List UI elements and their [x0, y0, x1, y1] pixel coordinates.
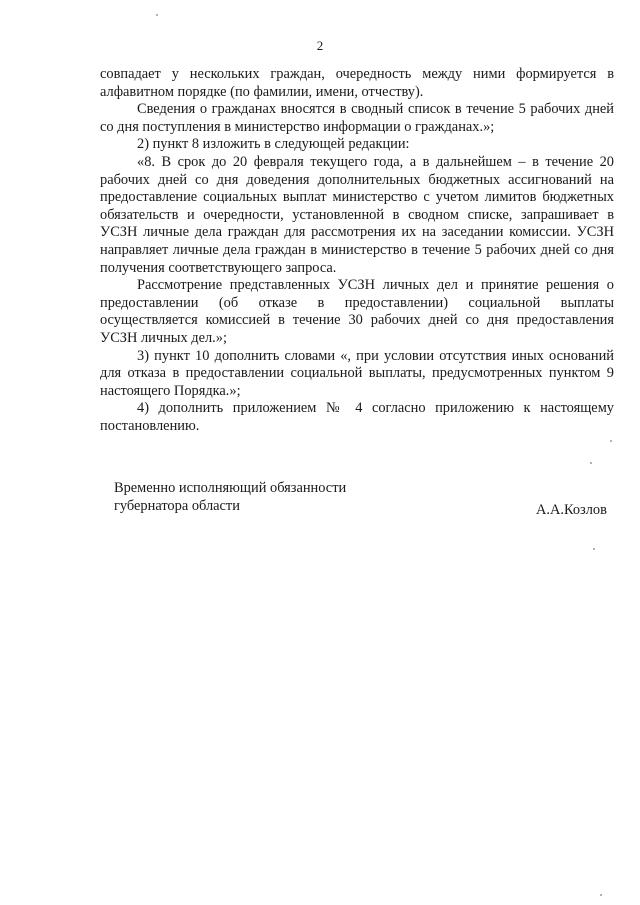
body-text — [100, 66, 614, 435]
paragraph-review: Рассмотрение представленных УСЗН личных дел и принятие решения о предоставлении (об отказе в предоставлении) социальной выплаты осуществляется комиссией в течение 30 рабочих дней со дня предоставления УСЗН личных дел.»; — [100, 277, 614, 346]
page-number: 2 — [316, 38, 324, 53]
paragraph-clause-8: «8. В срок до 20 февраля текущего года, а в дальнейшем – в течение 20 рабочих дней со дня доведения дополнительных бюджетных ассигнований на предоставление социальных выплат министерство с учетом лимитов бюджетных обязательств и очередности, установленной в сводном списке, запрашивает в УСЗН личные дела граждан для рассмотрения их на заседании комиссии. УСЗН направляет личные дела граждан в министерство в течение 5 рабочих дней со дня получения соответствующего запроса. — [100, 153, 614, 276]
paragraph-summary-list: Сведения о гражданах вносятся в сводный список в течение 5 рабочих дней со дня поступления в министерство информации о гражданах.»; — [100, 101, 614, 135]
signatory-position — [114, 480, 434, 515]
scan-speck — [600, 894, 602, 896]
paragraph-item-4: 4) дополнить приложением № 4 согласно приложению к настоящему постановлению. — [100, 400, 614, 434]
scan-speck — [593, 548, 595, 550]
signatory-name: А.А.Козлов — [536, 502, 607, 518]
signatory-position-line-2: губернатора области — [114, 497, 240, 514]
paragraph-item-2: 2) пункт 8 изложить в следующей редакции: — [137, 136, 410, 153]
signatory-position-line-1: Временно исполняющий обязанности — [114, 480, 347, 496]
scan-speck — [610, 440, 612, 442]
paragraph-item-3: 3) пункт 10 дополнить словами «, при условии отсутствия иных оснований для отказа в предоставлении социальной выплаты, предусмотренных пунктом 9 настоящего Порядка.»; — [100, 347, 614, 399]
scan-speck — [590, 462, 592, 464]
scan-speck — [156, 14, 158, 16]
paragraph-continuation: совпадает у нескольких граждан, очередность между ними формируется в алфавитном порядке (по фамилии, имени, отчеству). — [100, 66, 614, 100]
